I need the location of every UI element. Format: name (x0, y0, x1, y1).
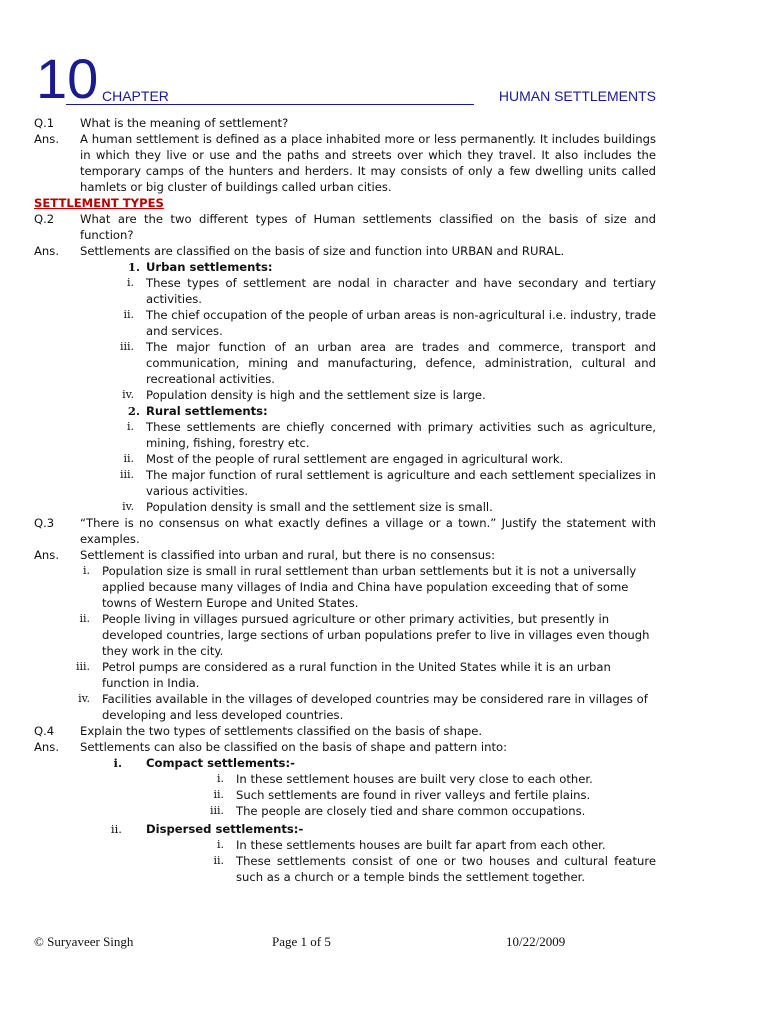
item-text: In these settlement houses are built very close to each other. (236, 772, 593, 786)
list-item (34, 691, 656, 723)
question-label: Q.1 (34, 116, 55, 130)
subheading-urban (34, 259, 656, 275)
item-text: Most of the people of rural settlement are engaged in agricultural work. (146, 452, 564, 466)
item-number: iii. (209, 804, 224, 817)
question-label: Q.4 (34, 724, 55, 738)
footer-author: © Suryaveer Singh (34, 934, 134, 949)
item-number: i. (216, 772, 224, 785)
chapter-title: HUMAN SETTLEMENTS (498, 88, 656, 104)
answer-1 (34, 131, 656, 195)
answer-text: Settlements can also be classified on the basis of shape and pattern into: (80, 740, 508, 754)
answer-label: Ans. (34, 244, 60, 258)
list-item (34, 787, 656, 803)
list-item (34, 467, 656, 499)
subheading-rural (34, 403, 656, 419)
item-number: i. (126, 420, 134, 433)
item-number: ii. (79, 612, 90, 625)
subheading-compact (34, 755, 656, 771)
chapter-word: CHAPTER (102, 88, 169, 104)
answer-text: A human settlement is defined as a place inhabited more or less permanently. It includes buildings in which they live or use and the paths and streets over which they travel. It also includes the temporary camps of the hunters and herders. It may consists of only a few dwelling units called hamlets or big cluster of buildings called urban cities. (80, 132, 656, 194)
document-body (34, 115, 656, 885)
item-number: ii. (123, 308, 134, 321)
list-item (34, 853, 656, 885)
item-text: Such settlements are found in river valleys and fertile plains. (236, 788, 591, 802)
list-item (34, 611, 656, 659)
item-number: iv. (122, 500, 134, 513)
footer-date: 10/22/2009 (506, 934, 566, 949)
item-number: iii. (119, 340, 134, 353)
question-4 (34, 723, 656, 739)
item-text: The major function of rural settlement is agriculture and each settlement specializes in various activities. (146, 468, 656, 498)
answer-label: Ans. (34, 548, 60, 562)
item-number: iv. (78, 692, 90, 705)
question-text: “There is no consensus on what exactly defines a village or a town.” Justify the statement with examples. (80, 516, 656, 546)
subheading-number: ii. (110, 822, 122, 836)
question-text: What are the two different types of Human settlements classified on the basis of size and function? (80, 212, 656, 242)
question-1 (34, 115, 656, 131)
item-number: i. (126, 276, 134, 289)
question-text: What is the meaning of settlement? (80, 116, 289, 130)
answer-label: Ans. (34, 132, 60, 146)
item-number: iv. (122, 388, 134, 401)
item-text: These settlements are chiefly concerned with primary activities such as agriculture, mining, fishing, forestry etc. (146, 420, 656, 450)
list-item (34, 419, 656, 451)
footer-page-number: Page 1 of 5 (272, 934, 331, 949)
item-text: Population density is small and the settlement size is small. (146, 500, 493, 514)
subheading-number: i. (113, 756, 122, 770)
answer-2 (34, 243, 656, 259)
subheading-title: Compact settlements:- (146, 756, 295, 770)
question-2 (34, 211, 656, 243)
chapter-number: 10 (36, 47, 99, 110)
question-label: Q.2 (34, 212, 55, 226)
item-text: These settlements consist of one or two houses and cultural feature such as a church or a temple binds the settlement together. (236, 854, 656, 884)
question-text: Explain the two types of settlements classified on the basis of shape. (80, 724, 483, 738)
subheading-title: Rural settlements: (146, 404, 268, 418)
item-number: ii. (123, 452, 134, 465)
list-item (34, 771, 656, 787)
item-text: The major function of an urban area are trades and commerce, transport and communication, mining and manufacturing, defence, administration, cultural and recreational activities. (146, 340, 656, 386)
question-3 (34, 515, 656, 547)
item-text: Population density is high and the settlement size is large. (146, 388, 486, 402)
item-text: People living in villages pursued agriculture or other primary activities, but presently in developed countries, large sections of urban populations prefer to live in villages even though they work in the city. (102, 612, 650, 658)
section-heading: SETTLEMENT TYPES (34, 196, 164, 210)
chapter-header (36, 47, 656, 110)
list-item (34, 563, 656, 611)
subheading-dispersed (34, 821, 656, 837)
item-text: The people are closely tied and share common occupations. (236, 804, 586, 818)
item-number: i. (216, 838, 224, 851)
header-rule (66, 104, 474, 105)
list-item (34, 387, 656, 403)
subheading-title: Urban settlements: (146, 260, 273, 274)
item-number: iii. (75, 660, 90, 673)
item-number: i. (82, 564, 90, 577)
list-item (34, 837, 656, 853)
list-item (34, 275, 656, 307)
answer-text: Settlements are classified on the basis of size and function into URBAN and RURAL. (80, 244, 565, 258)
subheading-number: 1. (127, 260, 140, 274)
answer-text: Settlement is classified into urban and rural, but there is no consensus: (80, 548, 495, 562)
item-number: ii. (213, 854, 224, 867)
subheading-number: 2. (127, 404, 140, 418)
list-item (34, 803, 656, 819)
answer-3 (34, 547, 656, 563)
answer-label: Ans. (34, 740, 60, 754)
item-text: The chief occupation of the people of urban areas is non-agricultural i.e. industry, trade and services. (146, 308, 656, 338)
item-number: ii. (213, 788, 224, 801)
item-text: Population size is small in rural settlement than urban settlements but it is not a universally applied because many villages of India and China have population exceeding that of some towns of Western Europe and United States. (102, 564, 637, 610)
list-item (34, 659, 656, 691)
list-item (34, 451, 656, 467)
answer-4 (34, 739, 656, 755)
list-item (34, 339, 656, 387)
list-item (34, 499, 656, 515)
item-number: iii. (119, 468, 134, 481)
list-item (34, 307, 656, 339)
item-text: In these settlements houses are built far apart from each other. (236, 838, 606, 852)
question-label: Q.3 (34, 516, 55, 530)
item-text: These types of settlement are nodal in character and have secondary and tertiary activities. (146, 276, 656, 306)
subheading-title: Dispersed settlements:- (146, 822, 304, 836)
item-text: Petrol pumps are considered as a rural function in the United States while it is an urban function in India. (102, 660, 611, 690)
item-text: Facilities available in the villages of developed countries may be considered rare in villages of developing and less developed countries. (102, 692, 648, 722)
